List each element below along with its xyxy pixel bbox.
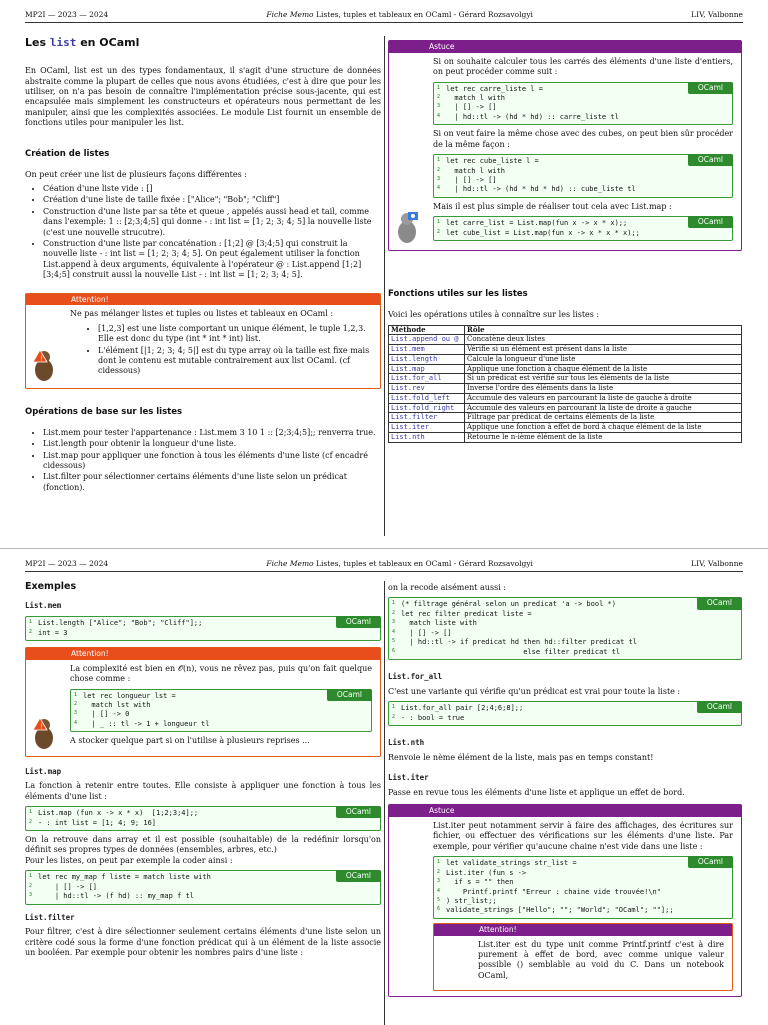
list-item: • Construction d'une liste par sa tête et queue , appelés aussi head et tail, comme dans l'exemple: 1 :: [2;3;4;5] qui donne - : int list = [1; 2; 3; 4; 5] la nouvelle liste (c'est une nouvelle strucutre). [43, 207, 381, 238]
code-line: 3 | [] -> [] [437, 103, 497, 112]
astuce-box: Astuce Si on souhaite calculer tous les carrés des éléments d'une liste d'entiers, on peut procéder comme suit : OCaml 1 let rec carre_liste l = 2 match l with 3 | [] -> [] 4 | hd::tl -> (hd * hd) :: carre_liste tl Si on veut faire la même chose avec des cubes, on peut bien sûr procéder de la même façon : OCaml 1 let rec cube_liste l = 2 match l with 3 | [] -> [] 4 | hd::tl -> (hd * hd * hd) :: cube_liste tl Mais il est plus simple de réaliser tout cela avec List.map : OCaml 1 let carre_list = List.map(fun x -> x * x);; 2 let cube_list = List.map(fun x -> x * x * x);; [388, 40, 742, 251]
table-row: List.rev Inverse l'ordre des éléments dans la liste [389, 384, 742, 394]
code-block: OCaml 1 List.map (fun x -> x * x) [1;2;3;4];; 2 - : int list = [1; 4; 9; 16] [25, 806, 381, 831]
code-line: 1 (* filtrage général selon un predicat 'a -> bool *) [392, 600, 616, 609]
code-block: OCaml 1 let rec cube_liste l = 2 match l with 3 | [] -> [] 4 | hd::tl -> (hd * hd * hd) :: cube_liste tl [433, 154, 733, 198]
code-line: 2 | [] -> [] [29, 882, 98, 891]
code-line: 5 ) str_list;; [437, 896, 497, 905]
list-item: • Céation d'une liste vide : [] [43, 184, 381, 194]
code-line: 2 match l with [437, 93, 506, 102]
code-block: OCaml 1 List.for_all pair [2;4;6;8];; 2 - : bool = true [388, 701, 742, 726]
code-line: 1 let rec cube_liste l = [437, 157, 539, 166]
svg-text:!: ! [40, 354, 43, 363]
code-line: 1 let rec carre_liste l = [437, 84, 543, 93]
ops-heading: Opérations de base sur les listes [25, 406, 183, 417]
code-line: 4 | hd::tl -> (hd * hd * hd) :: cube_liste tl [437, 185, 636, 194]
warning-mascot-icon [31, 348, 57, 382]
left-column: Les list en OCaml En OCaml, list est un des types fondamentaux, il s'agit d'une structure de données abstraite comme la plupart de celles que nous avons étudiées, c'est à dire que pour les utiliser, on n'a pas besoin de connaître l'implémentation précise sous-jacente, qui est encapsulée mais simplement les constructeurs et opérateurs nous permettant de les manipuler, ainsi que les complexités associées. Le module List fournit un ensemble de fonctions utiles pour manipuler les list. Création de listes On peut créer une list de plusieurs façons différentes : • Céation d'une liste vide : [] • Création d'une liste de taille fixée : ["Alice"; "Bob"; "Cliff"] • Construction d'une liste par sa tête et queue , appelés aussi head et tail, comme dans l'exemple: 1 :: [2;3;4;5] qui donne - : int list = [1; 2; 3; 4; 5] la nouvelle liste (c'est une nouvelle strucutre). • Construction d'une liste par concaténation : [1;2] @ [3;4;5] qui construit la nouvelle liste - : int list = [1; 2; 3; 4; 5]. On peut également utiliser la fonction List.append à deux arguments, équivalente à l'opérateur @ : List.append [1;2] [3;4;5] construit aussi la nouvelle List - : int list = [1; 2; 3; 4; 5]. Attention! Ne pas mélanger listes et tuples ou listes et tableaux en OCaml : • [1,2,3] est une liste comportant un unique élément, le tuple 1,2,3. Elle est donc du type (int * int * int) list. • L'élément [|1; 2; 3; 4; 5|] est du type array où la taille est fixe mais dont le contenu est mutable contrairement aux list OCaml. (cf cidessous) ! Opérations de base sur les listes • List.mem pour tester l'appartenance : List.mem 3 10 1 :: [2;3;4;5];; renverra true. • List.length pour obtenir la longueur d'une liste. • List.map pour appliquer une fonction à tous les éléments d'une liste (cf encadré cidessous) • List.filter pour sélectionner certains éléments d'une liste selon un prédicat (fonction). [25, 36, 381, 499]
code-line: 2 match l with [437, 166, 506, 175]
code-line: 2 - : int list = [1; 4; 9; 16] [29, 818, 157, 827]
fonctions-heading: Fonctions utiles sur les listes [388, 289, 528, 300]
code-line: 4 | [] -> [] [392, 628, 452, 637]
code-line: 4 | hd::tl -> (hd * hd) :: carre_liste tl [437, 112, 619, 121]
right-column: on la recode aisément aussi : OCaml 1 (* filtrage général selon un predicat 'a -> bool *) 2 let rec filter predicat liste = 3 match liste with 4 | [] -> [] 5 | hd::tl -> if predicat hd then hd::filter predicat tl 6 else filter predicat tl List.for_all C'est une variante qui vérifie qu'un prédicat est vrai pour toute la liste : OCaml 1 List.for_all pair [2;4;6;8];; 2 - : bool = true List.nth Renvoie le nème élément de la liste, mais pas en temps constant! List.iter Passe en revue tous les éléments d'une liste et applique un effet de bord. Astuce List.iter peut notamment servir à faire des affichages, des écritures sur fichier, ou effectuer des vérifications sur les éléments d'une liste. Par exemple, pour vérifier qu'aucune chaine n'est vide dans une liste : OCaml 1 let validate_strings str_list = 2 List.iter (fun s -> 3 if s = "" then 4 Printf.printf "Erreur : chaine vide trouvée!\n" 5 ) str_list;; 6 validate_strings ["Hello"; ""; "World"; "OCaml"; ""];; Attention! List.iter est du type unit comme Printf.printf c'est à dire purement à effet de bord, avec comme unique valeur possible () semblable au void du C. Dans un notebook OCaml, [388, 583, 742, 1007]
code-line: 1 let rec my_map f liste = match liste with [29, 873, 211, 882]
table-row: List.append ou @ Concatène deux listes [389, 335, 742, 345]
code-line: 3 | [] -> 0 [74, 710, 130, 719]
list-item: • Construction d'une liste par concaténation : [1;2] @ [3;4;5] qui construit la nouvelle liste - : int list = [1; 2; 3; 4; 5]. On peut également utiliser la fonction List.append à deux arguments, équivalente à l'opérateur @ : List.append [1;2] [3;4;5] construit aussi la nouvelle List - : int list = [1; 2; 3; 4; 5]. [43, 239, 381, 281]
page-header: MP2I — 2023 — 2024 Fiche Memo Listes, tuples et tableaux en OCaml - Gérard Rozsavolgyi LIV, Valbonne [25, 10, 743, 19]
table-row: List.filter Filtrage par prédicat de certains éléments de la liste [389, 413, 742, 423]
code-block: OCaml 1 let validate_strings str_list = 2 List.iter (fun s -> 3 if s = "" then 4 Printf.printf "Erreur : chaine vide trouvée!\n" 5 ) str_list;; 6 validate_strings ["Hello"; ""; "World"; "OCaml"; ""];; [433, 856, 733, 919]
code-line: 2 let cube_list = List.map(fun x -> x * x * x);; [437, 228, 640, 237]
table-row: List.nth Retourne le n-ième élément de la liste [389, 432, 742, 442]
table-row: List.map Applique une fonction à chaque élément de la liste [389, 364, 742, 374]
code-line: 2 - : bool = true [392, 713, 465, 722]
warning-mascot-icon [31, 716, 57, 750]
list-item: • L'élément [|1; 2; 3; 4; 5|] est du type array où la taille est fixe mais dont le contenu est mutable contrairement aux list OCaml. (cf cidessous) [98, 346, 372, 377]
code-line: 3 | hd::tl -> (f hd) :: my_map f tl [29, 892, 194, 901]
table-row: List.length Calcule la longueur d'une liste [389, 354, 742, 364]
code-line: 3 if s = "" then [437, 878, 514, 887]
code-block: OCaml 1 (* filtrage général selon un predicat 'a -> bool *) 2 let rec filter predicat liste = 3 match liste with 4 | [] -> [] 5 | hd::tl -> if predicat hd then hd::filter predicat tl 6 else filter predicat tl [388, 597, 742, 660]
table-row: List.mem Vérifie si un élément est présent dans la liste [389, 345, 742, 355]
astuce-box: Astuce List.iter peut notamment servir à faire des affichages, des écritures sur fichier, ou effectuer des vérifications sur les éléments d'une liste. Par exemple, pour vérifier qu'aucune chaine n'est vide dans une liste : OCaml 1 let validate_strings str_list = 2 List.iter (fun s -> 3 if s = "" then 4 Printf.printf "Erreur : chaine vide trouvée!\n" 5 ) str_list;; 6 validate_strings ["Hello"; ""; "World"; "OCaml"; ""];; Attention! List.iter est du type unit comme Printf.printf c'est à dire purement à effet de bord, avec comme unique valeur possible () semblable au void du C. Dans un notebook OCaml, [388, 804, 742, 997]
list-item: • Création d'une liste de taille fixée : ["Alice"; "Bob"; "Cliff"] [43, 195, 381, 205]
creation-heading: Création de listes [25, 148, 110, 159]
code-line: 1 let rec longueur lst = [74, 691, 176, 700]
section-title: Les list en OCaml [25, 36, 140, 49]
list-item: • List.length pour obtenir la longueur d'une liste. [43, 439, 381, 449]
code-line: 6 validate_strings ["Hello"; ""; "World"; "OCaml"; ""];; [437, 906, 674, 915]
table-row: List.iter Applique une fonction à effet de bord à chaque élément de la liste [389, 423, 742, 433]
intro-paragraph: En OCaml, list est un des types fondamentaux, il s'agit d'une structure de données abstraite comme la plupart de celles que nous avons étudiées, c'est à dire que pour les utiliser, on n'a pas besoin de connaître l'implémentation précise sous-jacente, qui est encapsulée mais simplement les constructeurs et opérateurs nous permettant de les manipuler, ainsi que les complexités associées. Le module List fournit un ensemble de fonctions utiles pour manipuler les list. [25, 66, 381, 128]
left-column: Exemples List.mem OCaml 1 List.length ["Alice"; "Bob"; "Cliff"];; 2 int = 3 Attention! La complexité est bien en 𝒪(n), vous ne rêvez pas, puis qu'on fait quelque chose comme : OCaml 1 let rec longueur lst = 2 match lst with 3 | [] -> 0 4 | _ :: tl -> 1 + longueur tl A stocker quelque part si on l'utilise à plusieurs reprises ... ! List.map La fonction à retenir entre toutes. Elle consiste à appliquer une fonction à tous les éléments d'une list : OCaml 1 List.map (fun x -> x * x) [1;2;3;4];; 2 - : int list = [1; 4; 9; 16] On la retrouve dans array et il est possible (souhaitable) de la redéfinir lorsqu'on définit ses propres types de données (ensembles, arbres, etc.) Pour les listes, on peut par exemple la coder ainsi : OCaml 1 let rec my_map f liste = match liste with 2 | [] -> [] 3 | hd::tl -> (f hd) :: my_map f tl List.filter Pour filtrer, c'est à dire sélectionner seulement certains éléments d'une liste selon un critère codé sous la forme d'une fonction prédicat qui à un élément de la liste associe un booléen. Par exemple pour obtenir les nombres pairs d'une liste : [25, 581, 381, 958]
code-block: OCaml 1 List.length ["Alice"; "Bob"; "Cliff"];; 2 int = 3 [25, 616, 381, 641]
page-2 [0, 548, 768, 1024]
list-item: • List.map pour appliquer une fonction à tous les éléments d'une liste (cf encadré cidessous) [43, 451, 381, 472]
code-line: 6 else filter predicat tl [392, 647, 621, 656]
code-line: 1 List.length ["Alice"; "Bob"; "Cliff"];; [29, 619, 203, 628]
table-row: List.for_all Si un prédicat est vérifié sur tous les éléments de la liste [389, 374, 742, 384]
creation-list [43, 184, 381, 281]
code-block: OCaml 1 let carre_list = List.map(fun x -> x * x);; 2 let cube_list = List.map(fun x -> x * x * x);; [433, 216, 733, 241]
page-header: MP2I — 2023 — 2024 Fiche Memo Listes, tuples et tableaux en OCaml - Gérard Rozsavolgyi LIV, Valbonne [25, 559, 743, 568]
code-line: 4 Printf.printf "Erreur : chaine vide trouvée!\n" [437, 887, 661, 896]
code-line: 2 match lst with [74, 700, 151, 709]
code-line: 1 List.map (fun x -> x * x) [1;2;3;4];; [29, 809, 199, 818]
ops-list [43, 428, 381, 493]
code-block: OCaml 1 let rec carre_liste l = 2 match l with 3 | [] -> [] 4 | hd::tl -> (hd * hd) :: carre_liste tl [433, 82, 733, 126]
code-line: 2 let rec filter predicat liste = [392, 609, 532, 618]
code-block: OCaml 1 let rec my_map f liste = match liste with 2 | [] -> [] 3 | hd::tl -> (f hd) :: my_map f tl [25, 870, 381, 904]
list-item: • List.filter pour sélectionner certains éléments d'une liste selon un prédicat (fonction). [43, 472, 381, 493]
code-line: 4 | _ :: tl -> 1 + longueur tl [74, 719, 210, 728]
code-line: 3 | [] -> [] [437, 175, 497, 184]
code-block: OCaml 1 let rec longueur lst = 2 match lst with 3 | [] -> 0 4 | _ :: tl -> 1 + longueur tl [70, 689, 372, 733]
list-item: • [1,2,3] est une liste comportant un unique élément, le tuple 1,2,3. Elle est donc du type (int * int * int) list. [98, 324, 372, 345]
code-line: 1 let validate_strings str_list = [437, 859, 577, 868]
right-column: Astuce Si on souhaite calculer tous les carrés des éléments d'une liste d'entiers, on peut procéder comme suit : OCaml 1 let rec carre_liste l = 2 match l with 3 | [] -> [] 4 | hd::tl -> (hd * hd) :: carre_liste tl Si on veut faire la même chose avec des cubes, on peut bien sûr procéder de la même façon : OCaml 1 let rec cube_liste l = 2 match l with 3 | [] -> [] 4 | hd::tl -> (hd * hd * hd) :: cube_liste tl Mais il est plus simple de réaliser tout cela avec List.map : OCaml 1 let carre_list = List.map(fun x -> x * x);; 2 let cube_list = List.map(fun x -> x * x * x);; Fonctions utiles sur les listes Voici les opérations utiles à connaître sur les listes : Méthode Rôle List.append ou @ Concatène deux listes List.mem Vérifie si un élément est présent dans la liste List.length Calcule la longueur d'une liste List.map Applique une fonction à chaque élément de la liste List.for_all Si un prédicat est vérifié sur tous les éléments de la liste List.rev Inverse l'ordre des éléments dans la liste List.fold_left Accumule des valeurs en parcourant la liste de gauche à droite List.fold_right Accumule des valeurs en parcourant la liste de droite à gauche List.filter Filtrage par prédicat de certains éléments de la liste List.iter Applique une fonction à effet de bord à chaque élément de la liste List.nth Retourne le n-ième élément de la liste [388, 40, 742, 443]
table-row: List.fold_right Accumule des valeurs en parcourant la liste de droite à gauche [389, 403, 742, 413]
attention-box: Attention! La complexité est bien en 𝒪(n), vous ne rêvez pas, puis qu'on fait quelque chose comme : OCaml 1 let rec longueur lst = 2 match lst with 3 | [] -> 0 4 | _ :: tl -> 1 + longueur tl A stocker quelque part si on l'utilise à plusieurs reprises ... ! [25, 647, 381, 757]
code-line: 2 List.iter (fun s -> [437, 868, 527, 877]
attention-box: Attention! Ne pas mélanger listes et tuples ou listes et tableaux en OCaml : • [1,2,3] est une liste comportant un unique élément, le tuple 1,2,3. Elle est donc du type (int * int * int) list. • L'élément [|1; 2; 3; 4; 5|] est du type array où la taille est fixe mais dont le contenu est mutable contrairement aux list OCaml. (cf cidessous) ! [25, 293, 381, 389]
astuce-mascot-icon [394, 210, 420, 244]
svg-text:!: ! [40, 722, 43, 731]
code-line: 2 int = 3 [29, 628, 68, 637]
code-line: 1 List.for_all pair [2;4;6;8];; [392, 704, 524, 713]
attention-box: Attention! List.iter est du type unit comme Printf.printf c'est à dire purement à effet de bord, avec comme unique valeur possible () semblable au void du C. Dans un notebook OCaml, [433, 923, 733, 991]
code-line: 3 match liste with [392, 619, 477, 628]
table-row: List.fold_left Accumule des valeurs en parcourant la liste de gauche à droite [389, 393, 742, 403]
code-line: 5 | hd::tl -> if predicat hd then hd::filter predicat tl [392, 638, 638, 647]
functions-table: Méthode Rôle List.append ou @ Concatène deux listes List.mem Vérifie si un élément est présent dans la liste List.length Calcule la longueur d'une liste List.map Applique une fonction à chaque élément de la liste List.for_all Si un prédicat est vérifié sur tous les éléments de la liste List.rev Inverse l'ordre des éléments dans la liste List.fold_left Accumule des valeurs en parcourant la liste de gauche à droite List.fold_right Accumule des valeurs en parcourant la liste de droite à gauche List.filter Filtrage par prédicat de certains éléments de la liste List.iter Applique une fonction à effet de bord à chaque élément de la liste List.nth Retourne le n-ième élément de la liste [388, 325, 742, 443]
code-line: 1 let carre_list = List.map(fun x -> x * x);; [437, 219, 628, 228]
list-item: • List.mem pour tester l'appartenance : List.mem 3 10 1 :: [2;3;4;5];; renverra true. [43, 428, 381, 438]
